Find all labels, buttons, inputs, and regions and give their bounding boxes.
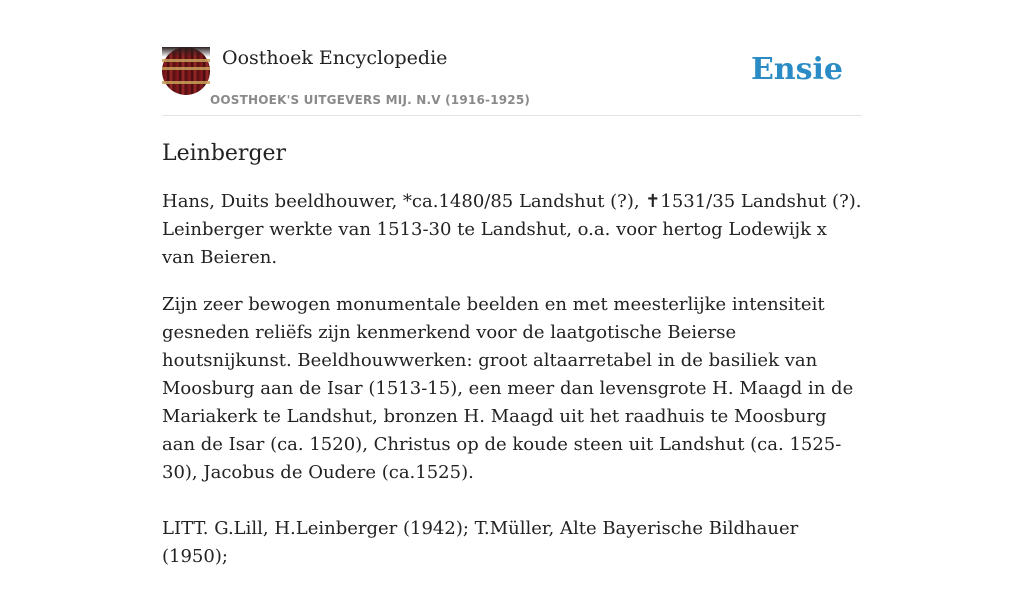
- article-headword: Leinberger: [162, 141, 287, 166]
- avatar-band: [162, 67, 210, 70]
- article-paragraph: Zijn zeer bewogen monumentale beelden en met meesterlijke intensiteit gesneden reliëfs zijn kenmerkend voor de laatgotische Beierse houtsnijkunst. Beeldhouwwerken: groot altaarretabel in de basiliek van Moosburg aan de Isar (1513-15), een meer dan levensgrote H. Maagd in de Mariakerk te Landshut, bronzen H. Maagd uit het raadhuis te Moosburg aan de Isar (ca. 1520), Christus op de koude steen uit Landshut (ca. 1525-30), Jacobus de Oudere (ca.1525).: [162, 294, 854, 483]
- article-paragraph: Hans, Duits beeldhouwer, *ca.1480/85 Landshut (?), ✝1531/35 Landshut (?). Leinberger werkte van 1513-30 te Landshut, o.a. voor hertog Lodewijk x van Beieren.: [162, 191, 862, 268]
- site-header: [162, 46, 862, 116]
- avatar-band: [162, 81, 210, 84]
- article-body: [162, 138, 862, 590]
- avatar-shade: [162, 47, 210, 57]
- avatar-band: [162, 59, 210, 62]
- publisher-label: OOSTHOEK'S UITGEVERS MIJ. N.V (1916-1925): [210, 93, 531, 107]
- literature-paragraph: LITT. G.Lill, H.Leinberger (1942); T.Müller, Alte Bayerische Bildhauer (1950);: [162, 518, 799, 567]
- encyclopedia-avatar[interactable]: [162, 47, 210, 95]
- site-title[interactable]: Oosthoek Encyclopedie: [222, 47, 448, 69]
- brand-logo[interactable]: Ensie: [750, 52, 843, 87]
